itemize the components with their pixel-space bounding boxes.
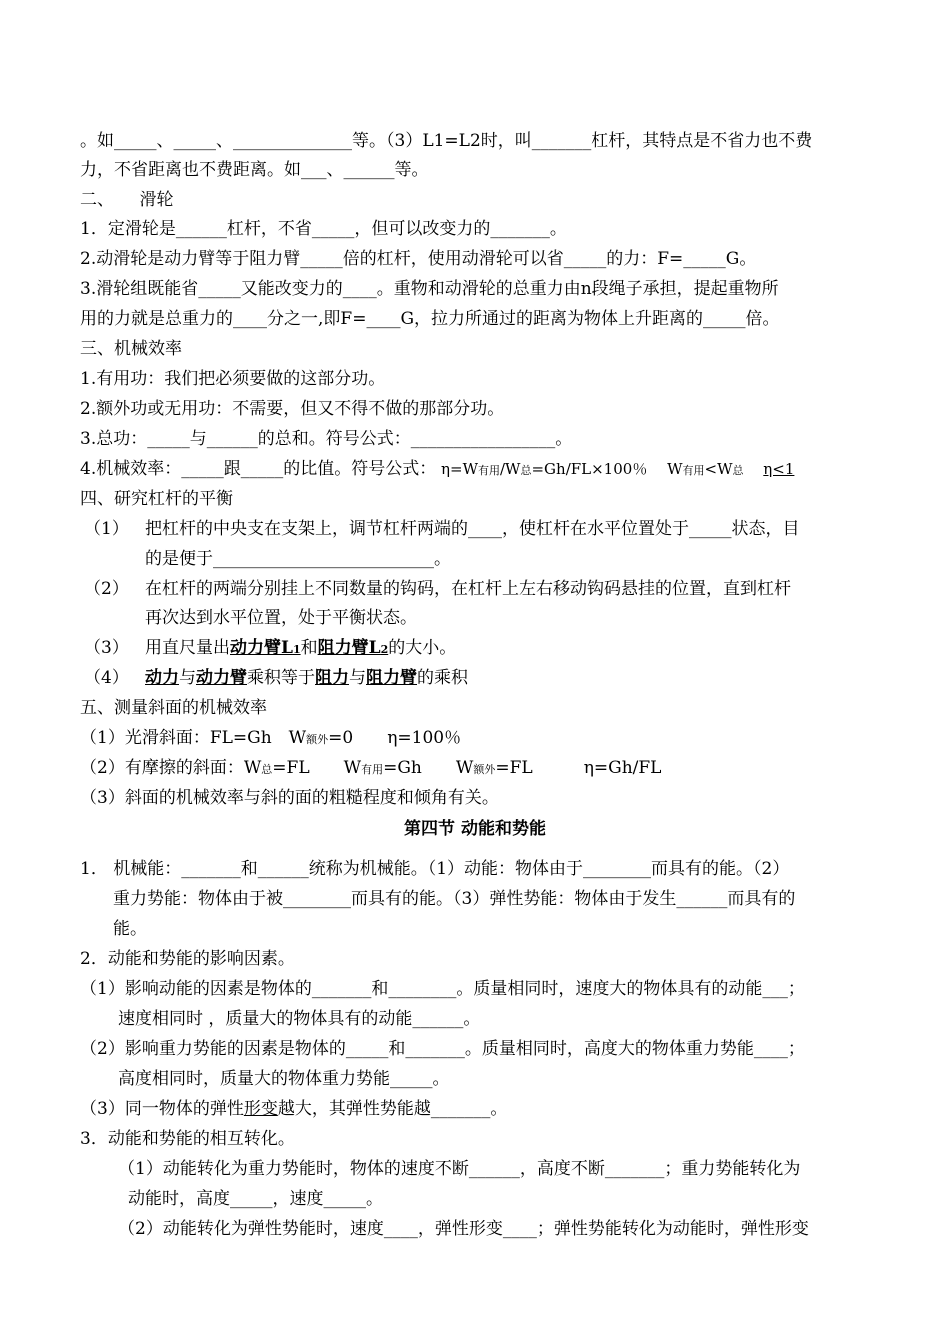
text-line (145, 637, 456, 661)
step-number: （4） (84, 668, 129, 688)
text-line: 动能时，高度_____，速度_____。 (128, 1189, 383, 1209)
text-line (80, 727, 461, 751)
text-span: 越大，其弹性势能越_______。 (277, 1099, 508, 1119)
formula-part: =Gh/FL×100％ W (531, 460, 683, 478)
formula-subscript: 有用 (682, 464, 705, 477)
subscript: 总 (261, 763, 273, 776)
text-span: 的大小。 (388, 638, 457, 658)
text-line: 用的力就是总重力的____分之一,即F=____G，拉力所通过的距离为物体上升距离的_____倍。 (80, 309, 780, 329)
underlined-term: 形变 (243, 1099, 278, 1119)
text-line: 1． 机械能：_______和______统称为机械能。（1）动能：物体由于________而具有的能。（2） (80, 859, 790, 879)
emphasis (318, 638, 389, 658)
text-span: 和 (300, 638, 318, 658)
formula (436, 460, 794, 478)
text-line: 。如_____、_____、______________等。（3）L1=L2时，叫_______杠杆，其特点是不省力也不费 (80, 131, 813, 151)
emphasis: 动力 (145, 668, 179, 688)
text-span: 乘积等于 (247, 668, 315, 688)
subscript: 额外 (473, 763, 496, 776)
text-line: （2）影响重力势能的因素是物体的_____和_______。质量相同时，高度大的物体重力势能____； (80, 1039, 805, 1059)
efficiency-line (80, 458, 794, 482)
subscript: 2 (380, 643, 389, 656)
section-heading: 四、研究杠杆的平衡 (80, 489, 233, 509)
text-span: =0 η=100％ (328, 728, 462, 748)
text-span: =FL W (272, 758, 362, 778)
text-span: （2）有摩擦的斜面：W (80, 758, 262, 778)
text-span: 的乘积 (417, 668, 468, 688)
text-line: 速度相同时 ，质量大的物体具有的动能______。 (118, 1009, 481, 1029)
text-line (80, 1098, 507, 1120)
text-span: 与 (179, 668, 196, 688)
text-line (80, 757, 661, 781)
text-line: 在杠杆的两端分别挂上不同数量的钩码，在杠杆上左右移动钩码悬挂的位置，直到杠杆 (145, 579, 791, 599)
step-number: （1） (84, 519, 129, 539)
emphasis: 阻力臂 (366, 668, 417, 688)
formula-condition: η<1 (763, 460, 795, 478)
text-line: 2．动能和势能的影响因素。 (80, 949, 295, 969)
formula-subscript: 总 (520, 464, 532, 477)
emphasis-text: 阻力臂L (317, 638, 381, 658)
text-line: （1）影响动能的因素是物体的_______和________。质量相同时，速度大的物体具有的动能___； (80, 979, 805, 999)
section-heading: 五、测量斜面的机械效率 (80, 698, 267, 718)
text-line: 重力势能：物体由于被________而具有的能。（3）弹性势能：物体由于发生______而具有的 (113, 889, 796, 909)
text-span: 用直尺量出 (145, 638, 230, 658)
text-span: 4.机械效率：_____跟_____的比值。符号公式： (80, 459, 437, 479)
formula-subscript: 有用 (478, 464, 500, 477)
text-line: 高度相同时，质量大的物体重力势能_____。 (118, 1069, 450, 1089)
text-span: 与 (349, 668, 366, 688)
emphasis (230, 638, 301, 658)
text-line: 把杠杆的中央支在支架上，调节杠杆两端的____，使杠杆在水平位置处于_____状态，目 (145, 519, 800, 539)
section-heading: 二、 滑轮 (80, 190, 174, 210)
step-number: （2） (84, 579, 129, 599)
step-number: （3） (84, 638, 129, 658)
subscript: 有用 (361, 763, 384, 776)
subscript: 1 (292, 643, 301, 656)
text-line: 1.有用功：我们把必须要做的这部分功。 (80, 369, 386, 389)
text-line: 3.总功：_____与______的总和。符号公式：_________________。 (80, 429, 573, 449)
text-line: 的是便于__________________________。 (145, 549, 451, 569)
emphasis: 阻力 (315, 668, 349, 688)
emphasis: 动力臂 (196, 668, 247, 688)
text-span: （3）同一物体的弹性 (80, 1099, 244, 1119)
formula-part: /W (500, 460, 521, 478)
text-span: =FL η=Gh/FL (495, 758, 662, 778)
text-line (145, 667, 468, 689)
text-line: 2.动滑轮是动力臂等于阻力臂_____倍的杠杆，使用动滑轮可以省_____的力：F=_____G。 (80, 249, 757, 269)
text-line: 1．定滑轮是______杠杆，不省_____，但可以改变力的_______。 (80, 219, 567, 239)
text-line: 力，不省距离也不费距离。如___、______等。 (80, 160, 429, 180)
formula-part: <W (704, 460, 733, 478)
page-title: 第四节 动能和势能 (404, 819, 546, 839)
text-line: 3.滑轮组既能省_____又能改变力的____。重物和动滑轮的总重力由n段绳子承担，提起重物所 (80, 279, 779, 299)
text-line: 再次达到水平位置，处于平衡状态。 (145, 608, 417, 628)
text-line: （2）动能转化为弹性势能时，速度____，弹性形变____；弹性势能转化为动能时，弹性形变 (118, 1219, 809, 1239)
subscript: 额外 (306, 733, 329, 746)
text-line: 能。 (113, 919, 147, 939)
text-line: （1）动能转化为重力势能时，物体的速度不断______，高度不断_______；重力势能转化为 (118, 1159, 801, 1179)
text-span: =Gh W (383, 758, 474, 778)
text-span: （1）光滑斜面：FL=Gh W (80, 728, 307, 748)
text-line: 3．动能和势能的相互转化。 (80, 1129, 295, 1149)
text-line: （3）斜面的机械效率与斜的面的粗糙程度和倾角有关。 (80, 788, 499, 808)
emphasis-text: 动力臂L (230, 638, 293, 658)
section-heading: 三、机械效率 (80, 339, 182, 359)
formula-part: η=W (441, 460, 478, 478)
text-line: 2.额外功或无用功：不需要，但又不得不做的那部分功。 (80, 399, 505, 419)
formula-subscript: 总 (732, 464, 744, 477)
